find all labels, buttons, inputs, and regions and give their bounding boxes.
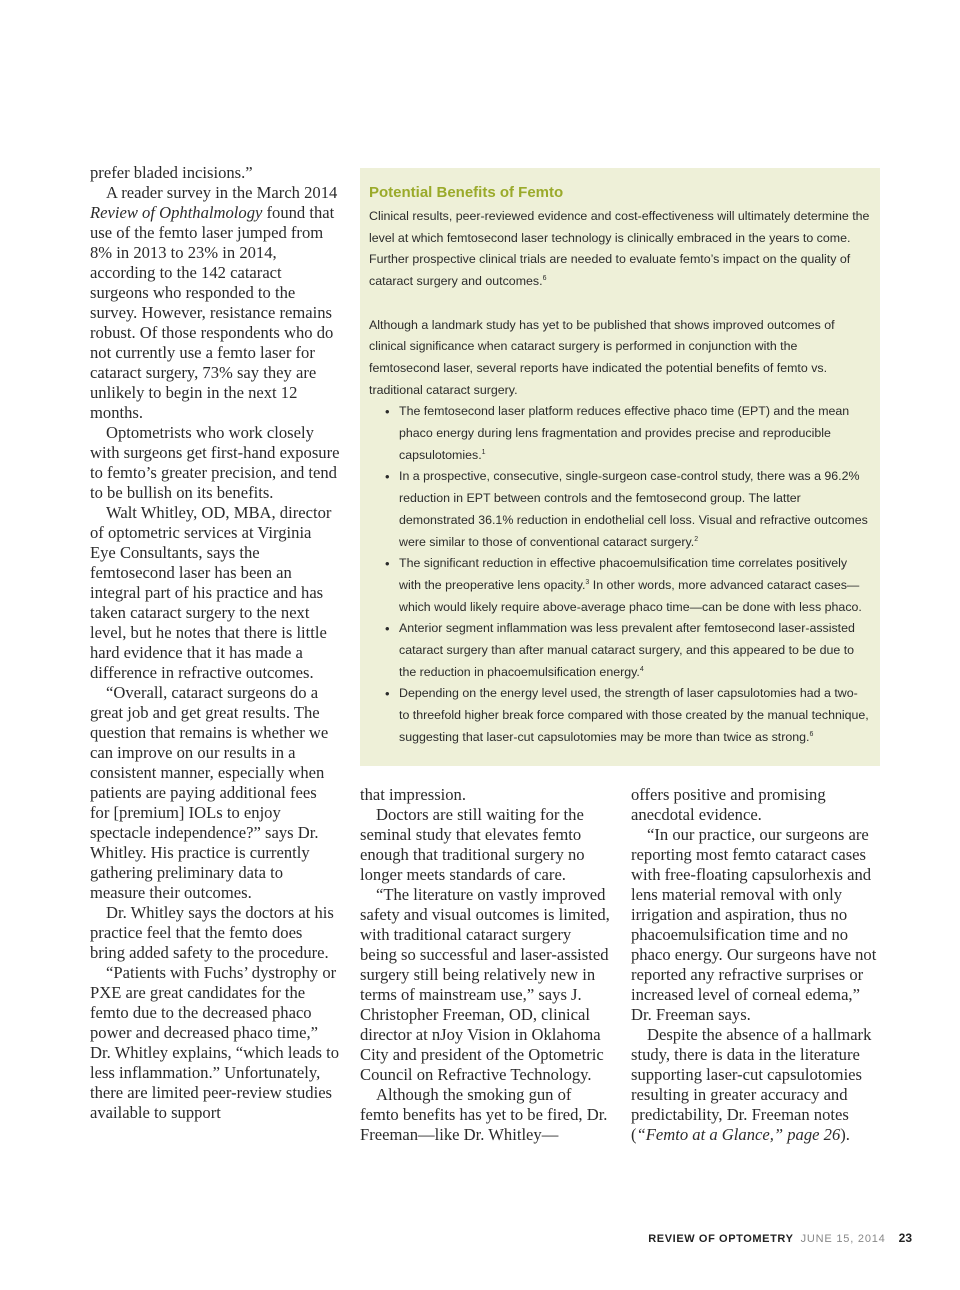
publication-name: REVIEW OF OPTOMETRY xyxy=(648,1233,794,1245)
article-paragraph: Doctors are still waiting for the seminal study that elevates femto enough that traditional surgery no longer meets standards of care. xyxy=(360,805,585,884)
sidebar-bullet-item: • The significant reduction in effective phacoemulsification time correlates positively with the preoperative lens opacity.$^3$ In other words, more advanced cataract cases—which would likely require above-average phaco time—can be done with less phaco. xyxy=(399,553,870,618)
sidebar-bullet-item: • Depending on the energy level used, the strength of laser capsulotomies had a two- to threefold higher break force compared with those created by the manual technique, suggesting that laser-cut capsulotomies may be more than twice as strong.$^6$ xyxy=(399,683,870,748)
article-paragraph: Dr. Whitley says the doctors at his practice feel that the femto does bring added safety to the procedure. xyxy=(90,903,334,962)
sidebar-bullet-list xyxy=(369,401,870,748)
article-paragraph: that impression. xyxy=(360,785,467,804)
article-paragraph: offers positive and promising anecdotal evidence. xyxy=(631,785,826,824)
sidebar-bullet-item: • Anterior segment inflammation was less prevalent after femtosecond laser-assisted cataract surgery than after manual cataract surgery, and this appeared to be due to the reduction in phacoemulsification energy.$^4$ xyxy=(399,618,870,683)
sidebar-bullet-item: • In a prospective, consecutive, single-surgeon case-control study, there was a 96.2% reduction in EPT between controls and the femtosecond group. The latter demonstrated 36.1% reduction in endothelial cell loss. Visual and refractive outcomes were similar to those of conventional cataract surgery.$^2$ xyxy=(399,466,870,553)
page-footer xyxy=(640,1231,912,1249)
article-paragraph: “Overall, cataract surgeons do a great job and get great results. The question that remains is whether we can improve on our results in a consistent manner, especially when patients are paying additional fees for [premium] IOLs to enjoy spectacle independence?” says Dr. Whitley. His practice is currently gathering preliminary data to measure their outcomes. xyxy=(90,683,329,902)
article-paragraph: “Patients with Fuchs’ dystrophy or PXE are great candidates for the femto due to the decreased phaco power and decreased phaco time,” Dr. Whitley explains, “which leads to less inflammation.” Unfortunately, there are limited peer-review studies available to support xyxy=(90,963,340,1122)
sidebar-box xyxy=(360,168,880,766)
sidebar-bullet-item: • The femtosecond laser platform reduces effective phaco time (EPT) and the mean phaco energy during lens fragmentation and provides precise and reproducible capsulotomies.$^1$ xyxy=(399,401,870,466)
sidebar-title: Potential Benefits of Femto xyxy=(369,184,564,201)
article-paragraph: “The literature on vastly improved safety and visual outcomes is limited, with traditional cataract surgery being so successful and laser-assisted surgery still being relatively new in terms of mainstream use,” says J. Christopher Freeman, OD, clinical director at nJoy Vision in Oklahoma City and president of the Optometric Council on Refractive Technology. xyxy=(360,885,610,1084)
article-column-3 xyxy=(631,785,881,1145)
article-paragraph: prefer bladed incisions.” xyxy=(90,163,253,182)
article-column-2 xyxy=(360,785,610,1145)
article-paragraph: Although the smoking gun of femto benefits has yet to be fired, Dr. Freeman—like Dr. Whitley— xyxy=(360,1085,608,1144)
sidebar-paragraph-1: Clinical results, peer-reviewed evidence and cost-effectiveness will ultimately determine the level at which femtosecond laser technology is clinically embraced in the years to come. Further prospective clinical trials are needed to evaluate femto’s impact on the quality of cataract surgery and outcomes.$^6$ xyxy=(369,209,870,289)
article-paragraph: Walt Whitley, OD, MBA, director of optometric services at Virginia Eye Consultants, says the femtosecond laser has been an integral part of his practice and has taken cataract surgery to the next level, but he notes that there is little hard evidence that it has made a difference in refractive outcomes. xyxy=(90,503,332,682)
article-paragraph: “In our practice, our surgeons are reporting most femto cataract cases with free-floating capsulorhexis and lens material removal with only irrigation and aspiration, thus no phacoemulsification time and no phaco energy. Our surgeons have not reported any refractive surprises or increased level of corneal edema,” Dr. Freeman says. xyxy=(631,825,877,1024)
sidebar-spacer xyxy=(369,293,870,315)
article-paragraph: A reader survey in the March 2014 Review of Ophthalmology found that use of the femto laser jumped from 8% in 2013 to 23% in 2014, according to the 142 cataract surgeons who responded to the survey. However, resistance remains robust. Of those respondents who do not currently use a femto laser for cataract surgery, 73% say they are unlikely to begin in the next 12 months. xyxy=(90,183,338,422)
sidebar-paragraph-2: Although a landmark study has yet to be published that shows improved outcomes of clinical significance when cataract surgery is performed in conjunction with the femtosecond laser, several reports have indicated the potential benefits of femto vs. traditional cataract surgery. xyxy=(369,317,835,397)
issue-date: JUNE 15, 2014 xyxy=(800,1233,886,1245)
page-number: 23 xyxy=(898,1231,912,1245)
article-paragraph: Despite the absence of a hallmark study, there is data in the literature supporting laser-cut capsulotomies resulting in greater accuracy and predictability, Dr. Freeman notes (“Femto at a Glance,” page 26). xyxy=(631,1025,872,1144)
article-paragraph: Optometrists who work closely with surgeons get first-hand exposure to femto’s greater precision, and tend to be bullish on its benefits. xyxy=(90,423,340,502)
article-column-1 xyxy=(90,163,340,1123)
